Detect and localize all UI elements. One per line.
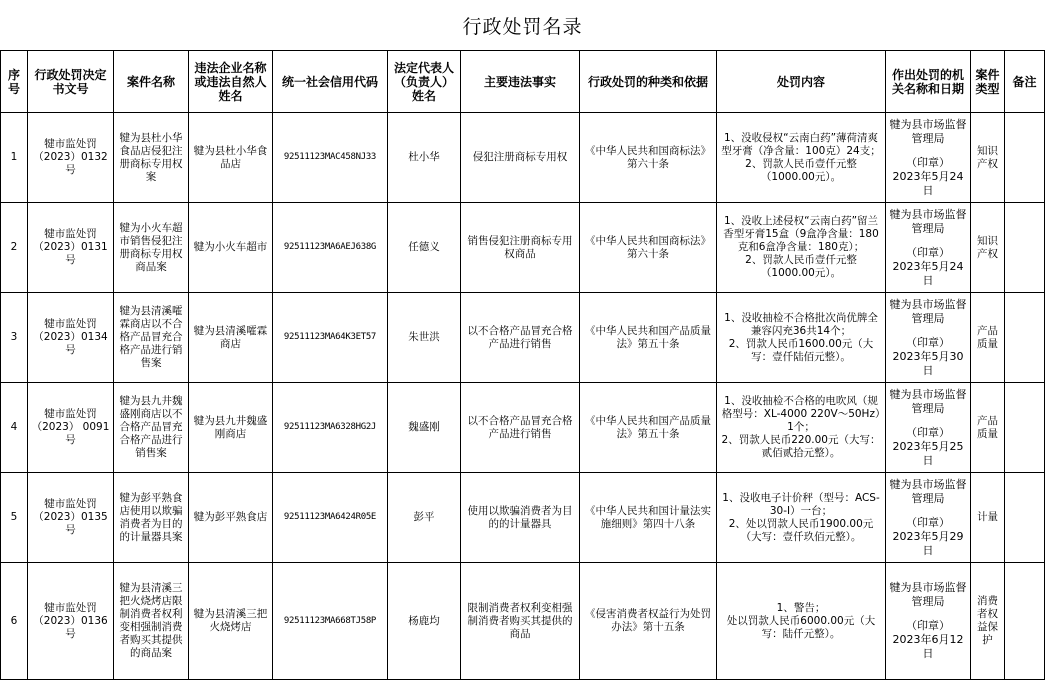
page-title: 行政处罚名录 (462, 15, 583, 38)
header-authority: 作出处罚的机关名称和日期 (886, 51, 971, 113)
header-remark: 备注 (1005, 51, 1045, 113)
authority-name: 犍为县市场监督管理局 (889, 297, 967, 325)
row-remark (1005, 383, 1045, 473)
row-penalty: 1、没收上述侵权“云南白药”留兰香型牙膏15盒（9盒净含量：180克和6盒净含量：180克）； 2、罚款人民币壹仟元整（1000.00元）。 (717, 203, 886, 293)
row-party: 犍为县清溪三把火烧烤店 (189, 563, 273, 680)
row-case-name: 犍为小火车超市销售侵犯注册商标专用权商品案 (114, 203, 189, 293)
row-seq: 1 (1, 113, 28, 203)
row-legal-rep: 魏盛刚 (388, 383, 461, 473)
row-seq: 6 (1, 563, 28, 680)
row-credit-code: 92511123MA64K3ET57 (273, 293, 388, 383)
row-doc-no: 犍市监处罚（2023）0131号 (28, 203, 114, 293)
authority-date: 2023年5月25日 (892, 439, 964, 467)
row-case-name: 犍为县杜小华食品店侵犯注册商标专用权案 (114, 113, 189, 203)
row-party: 犍为县九井魏盛刚商店 (189, 383, 273, 473)
authority-date: 2023年5月24日 (892, 259, 964, 287)
row-doc-no: 犍市监处罚（2023） 0091号 (28, 383, 114, 473)
row-party: 犍为县杜小华食品店 (189, 113, 273, 203)
header-party: 违法企业名称或违法自然人姓名 (189, 51, 273, 113)
row-seq: 2 (1, 203, 28, 293)
row-authority (886, 563, 971, 680)
header-row (1, 51, 1045, 113)
authority-seal: （印章） (906, 155, 950, 169)
authority-date: 2023年5月29日 (892, 529, 964, 557)
row-seq: 5 (1, 473, 28, 563)
row-penalty: 1、没收抽检不合格的电吹风（规格型号：XL-4000 220V～50Hz）1个； 2、罚款人民币220.00元（大写：贰佰贰拾元整）。 (717, 383, 886, 473)
row-case-type: 知识产权 (971, 113, 1005, 203)
row-case-type: 知识产权 (971, 203, 1005, 293)
authority-name: 犍为县市场监督管理局 (889, 207, 967, 235)
row-case-name: 犍为县九井魏盛刚商店以不合格产品冒充合格产品进行销售案 (114, 383, 189, 473)
header-legal-rep: 法定代表人（负责人）姓名 (388, 51, 461, 113)
row-basis: 《中华人民共和国商标法》第六十条 (580, 113, 717, 203)
authority-date: 2023年5月24日 (892, 169, 964, 197)
row-authority (886, 293, 971, 383)
row-basis: 《中华人民共和国计量法实施细则》第四十八条 (580, 473, 717, 563)
row-case-name: 犍为县清溪嚯霖商店以不合格产品冒充合格产品进行销售案 (114, 293, 189, 383)
header-basis: 行政处罚的种类和依据 (580, 51, 717, 113)
authority-date: 2023年6月12日 (892, 633, 964, 660)
table-row (1, 383, 1045, 473)
row-penalty: 1、没收电子计价秤（型号：ACS-30-I）一台； 2、处以罚款人民币1900.00元（大写：壹仟玖佰元整）。 (717, 473, 886, 563)
row-penalty: 1、没收抽检不合格批次尚优牌全兼容闪充36共14个； 2、罚款人民币1600.00元（大写：壹仟陆佰元整）。 (717, 293, 886, 383)
table-row (1, 203, 1045, 293)
row-violation: 使用以欺骗消费者为目的的计量器具 (461, 473, 580, 563)
row-doc-no: 犍市监处罚（2023）0134号 (28, 293, 114, 383)
header-seq: 序号 (1, 51, 28, 113)
row-doc-no: 犍市监处罚（2023）0135号 (28, 473, 114, 563)
penalty-table (0, 50, 1045, 680)
header-doc-no: 行政处罚决定书文号 (28, 51, 114, 113)
row-party: 犍为县清溪嚯霖商店 (189, 293, 273, 383)
header-violation: 主要违法事实 (461, 51, 580, 113)
row-legal-rep: 彭平 (388, 473, 461, 563)
row-violation: 销售侵犯注册商标专用权商品 (461, 203, 580, 293)
table-row (1, 293, 1045, 383)
row-legal-rep: 杨鹿均 (388, 563, 461, 680)
row-doc-no: 犍市监处罚（2023）0136号 (28, 563, 114, 680)
table-row (1, 563, 1045, 680)
authority-date: 2023年5月30日 (892, 349, 964, 377)
authority-name: 犍为县市场监督管理局 (889, 581, 967, 608)
row-legal-rep: 杜小华 (388, 113, 461, 203)
table-row (1, 113, 1045, 203)
row-party: 犍为小火车超市 (189, 203, 273, 293)
row-remark (1005, 563, 1045, 680)
row-credit-code: 92511123MA6424R05E (273, 473, 388, 563)
row-penalty: 1、没收侵权“云南白药”薄荷清爽型牙膏（净含量：100克）24支； 2、罚款人民币壹仟元整（1000.00元）。 (717, 113, 886, 203)
row-seq: 3 (1, 293, 28, 383)
table-row (1, 473, 1045, 563)
row-remark (1005, 113, 1045, 203)
row-case-type: 计量 (971, 473, 1005, 563)
row-party: 犍为彭平熟食店 (189, 473, 273, 563)
row-remark (1005, 293, 1045, 383)
row-credit-code: 92511123MA6328HG2J (273, 383, 388, 473)
row-case-type: 消费者权益保护 (971, 563, 1005, 680)
row-authority (886, 203, 971, 293)
authority-seal: （印章） (906, 245, 950, 259)
row-violation: 侵犯注册商标专用权 (461, 113, 580, 203)
row-credit-code: 92511123MAC458NJ33 (273, 113, 388, 203)
row-seq: 4 (1, 383, 28, 473)
authority-name: 犍为县市场监督管理局 (889, 477, 967, 505)
row-legal-rep: 朱世洪 (388, 293, 461, 383)
authority-seal: （印章） (906, 515, 950, 529)
row-basis: 《侵害消费者权益行为处罚办法》第十五条 (580, 563, 717, 680)
header-case-name: 案件名称 (114, 51, 189, 113)
row-violation: 以不合格产品冒充合格产品进行销售 (461, 383, 580, 473)
row-violation: 限制消费者权利变相强制消费者购买其提供的商品 (461, 563, 580, 680)
header-case-type: 案件类型 (971, 51, 1005, 113)
authority-seal: （印章） (906, 335, 950, 349)
row-case-name: 犍为县清溪三把火烧烤店限制消费者权利变相强制消费者购买其提供的商品案 (114, 563, 189, 680)
row-basis: 《中华人民共和国商标法》第六十条 (580, 203, 717, 293)
authority-seal: （印章） (906, 425, 950, 439)
header-credit-code: 统一社会信用代码 (273, 51, 388, 113)
row-legal-rep: 任德义 (388, 203, 461, 293)
row-remark (1005, 473, 1045, 563)
row-remark (1005, 203, 1045, 293)
row-doc-no: 犍市监处罚（2023）0132号 (28, 113, 114, 203)
row-authority (886, 473, 971, 563)
row-case-type: 产品质量 (971, 293, 1005, 383)
authority-name: 犍为县市场监督管理局 (889, 117, 967, 145)
authority-seal: （印章） (906, 619, 950, 632)
header-penalty: 处罚内容 (717, 51, 886, 113)
row-basis: 《中华人民共和国产品质量法》第五十条 (580, 293, 717, 383)
row-authority (886, 113, 971, 203)
row-credit-code: 92511123MA668TJ58P (273, 563, 388, 680)
authority-name: 犍为县市场监督管理局 (889, 387, 967, 415)
row-case-name: 犍为彭平熟食店使用以欺骗消费者为目的的计量器具案 (114, 473, 189, 563)
row-violation: 以不合格产品冒充合格产品进行销售 (461, 293, 580, 383)
row-case-type: 产品质量 (971, 383, 1005, 473)
row-penalty: 1、警告； 处以罚款人民币6000.00元（大写：陆仟元整）。 (717, 563, 886, 680)
row-basis: 《中华人民共和国产品质量法》第五十条 (580, 383, 717, 473)
row-credit-code: 92511123MA6AEJ638G (273, 203, 388, 293)
row-authority (886, 383, 971, 473)
